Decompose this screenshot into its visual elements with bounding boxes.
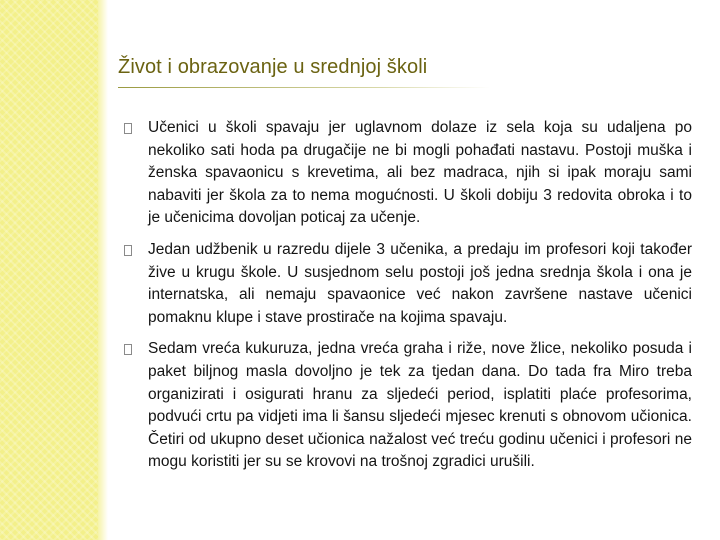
bullet-text: Sedam vreća kukuruza, jedna vreća graha i riže, nove žlice, nekoliko posuda i paket biljnog masla dovoljno je tek za tjedan dana. Do tada fra Miro treba organizirati i osigurati hranu za sljedeći period, isplatiti plaće profesorima, podvući crtu pa vidjeti ima li šansu sljedeći mjesec krenuti s obnovom učionica. Četiri od ukupno deset učionica nažalost već treću godinu učenici i profesori ne mogu koristiti jer su se krovovi na trošnoj zgradici urušili. xyxy=(148,340,692,471)
bullet-item xyxy=(124,117,692,230)
bullet-box-icon xyxy=(124,245,132,256)
bullet-text: Jedan udžbenik u razredu dijele 3 učenika, a predaju im profesori koji također žive u krugu škole. U susjednom selu postoji još jedna srednja škola i ona je internatska, ali nemaju spavaonice već nakon završene nastave učenici pomaknu klupe i stave prostirače na kojima spavaju. xyxy=(148,240,692,326)
bullet-item xyxy=(124,338,692,474)
decorative-side-band xyxy=(0,0,98,540)
side-band-edge xyxy=(98,0,108,540)
bullet-box-icon xyxy=(124,123,132,134)
title-underline xyxy=(118,87,490,88)
bullet-box-icon xyxy=(124,344,132,355)
bullet-text: Učenici u školi spavaju jer uglavnom dolaze iz sela koja su udaljena po nekoliko sati hoda pa drugačije ne bi mogli pohađati nastavu. Postoji muška i ženska spavaonicu s krevetima, ali bez madraca, njih si ipak moraju sami nabaviti jer škola za to nema mogućnosti. U školi dobiju 3 redovita obroka i to je učenicima dovoljan poticaj za učenje. xyxy=(148,119,692,227)
bullet-list xyxy=(124,117,692,483)
bullet-item xyxy=(124,239,692,329)
slide-title: Život i obrazovanje u srednjoj školi xyxy=(118,56,428,78)
